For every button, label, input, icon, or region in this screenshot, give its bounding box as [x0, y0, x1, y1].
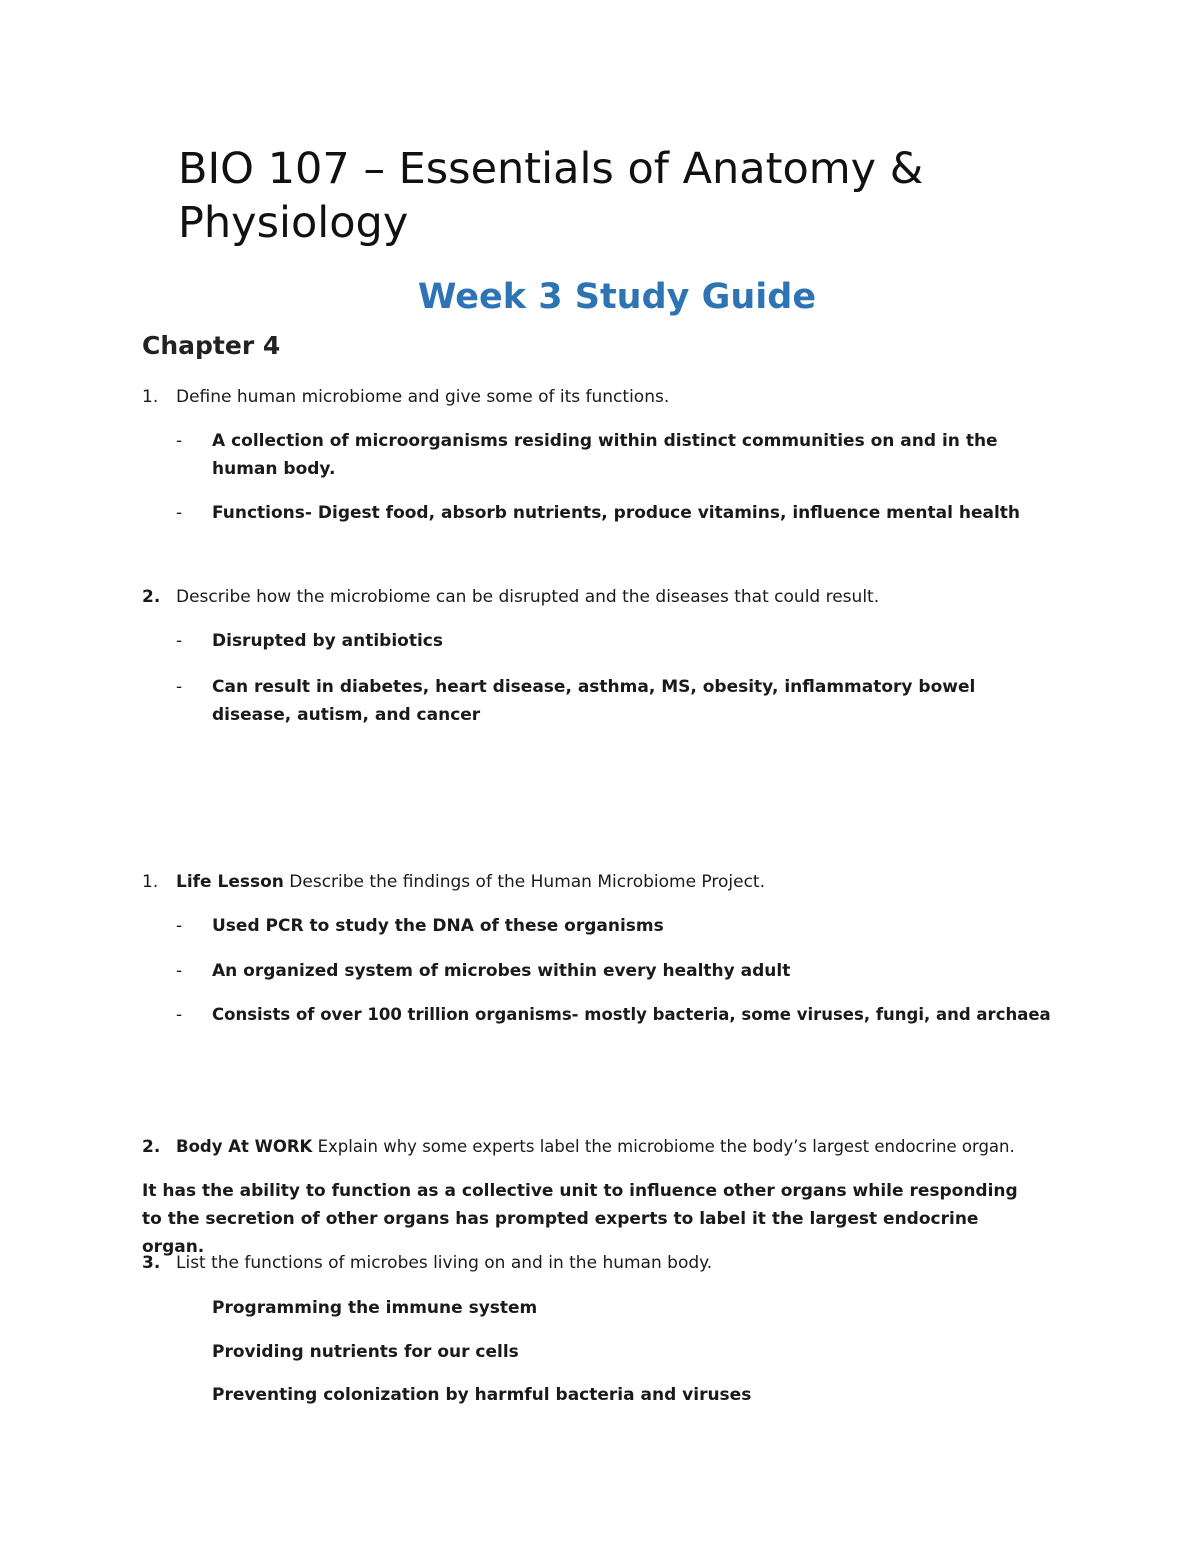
answer-paragraph: It has the ability to function as a collective unit to influence other organs while responding to the secretion of other organs has prompted experts to label it the largest endocrine organ. — [142, 1181, 1018, 1257]
bullet-dash: - — [176, 916, 183, 936]
answer-item: Can result in diabetes, heart disease, asthma, MS, obesity, inflammatory bowel disease, autism, and cancer — [212, 677, 976, 725]
question-text — [176, 868, 1076, 896]
bullet-dash: - — [176, 961, 183, 981]
question-text: Describe how the microbiome can be disrupted and the diseases that could result. — [176, 587, 880, 607]
answer-item: Programming the immune system — [212, 1298, 538, 1318]
document-title: BIO 107 – Essentials of Anatomy & Physiology — [178, 144, 924, 248]
question-label: Life Lesson — [176, 872, 284, 892]
question-text: Define human microbiome and give some of its functions. — [176, 387, 670, 407]
document-subtitle: Week 3 Study Guide — [417, 277, 817, 317]
chapter-heading: Chapter 4 — [142, 331, 281, 360]
bullet-dash: - — [176, 503, 183, 523]
question-body: Explain why some experts label the microbiome the body’s largest endocrine organ. — [312, 1137, 1015, 1156]
question-number: 3. — [142, 1253, 161, 1273]
question-number: 1. — [142, 387, 159, 407]
question-text — [176, 1133, 1116, 1161]
question-text: List the functions of microbes living on and in the human body. — [176, 1253, 713, 1273]
question-number: 2. — [142, 587, 161, 607]
answer-item: Functions- Digest food, absorb nutrients, produce vitamins, influence mental health — [212, 503, 1020, 523]
answer-item: Consists of over 100 trillion organisms- mostly bacteria, some viruses, fungi, and archaea — [212, 1005, 1051, 1024]
bullet-dash: - — [176, 1005, 183, 1025]
answer-item: A collection of microorganisms residing within distinct communities on and in the human body. — [212, 431, 998, 479]
answer-item: Preventing colonization by harmful bacteria and viruses — [212, 1385, 752, 1405]
answer-item: An organized system of microbes within every healthy adult — [212, 961, 791, 981]
question-label: Body At WORK — [176, 1137, 313, 1156]
answer-item: Disrupted by antibiotics — [212, 631, 443, 651]
bullet-dash: - — [176, 431, 183, 451]
answer-item: Providing nutrients for our cells — [212, 1342, 519, 1362]
question-body: Describe the findings of the Human Microbiome Project. — [283, 872, 766, 892]
answer-item: Used PCR to study the DNA of these organisms — [212, 916, 664, 936]
question-number: 1. — [142, 872, 159, 892]
bullet-dash: - — [176, 631, 183, 651]
question-number: 2. — [142, 1137, 161, 1157]
bullet-dash: - — [176, 677, 183, 697]
